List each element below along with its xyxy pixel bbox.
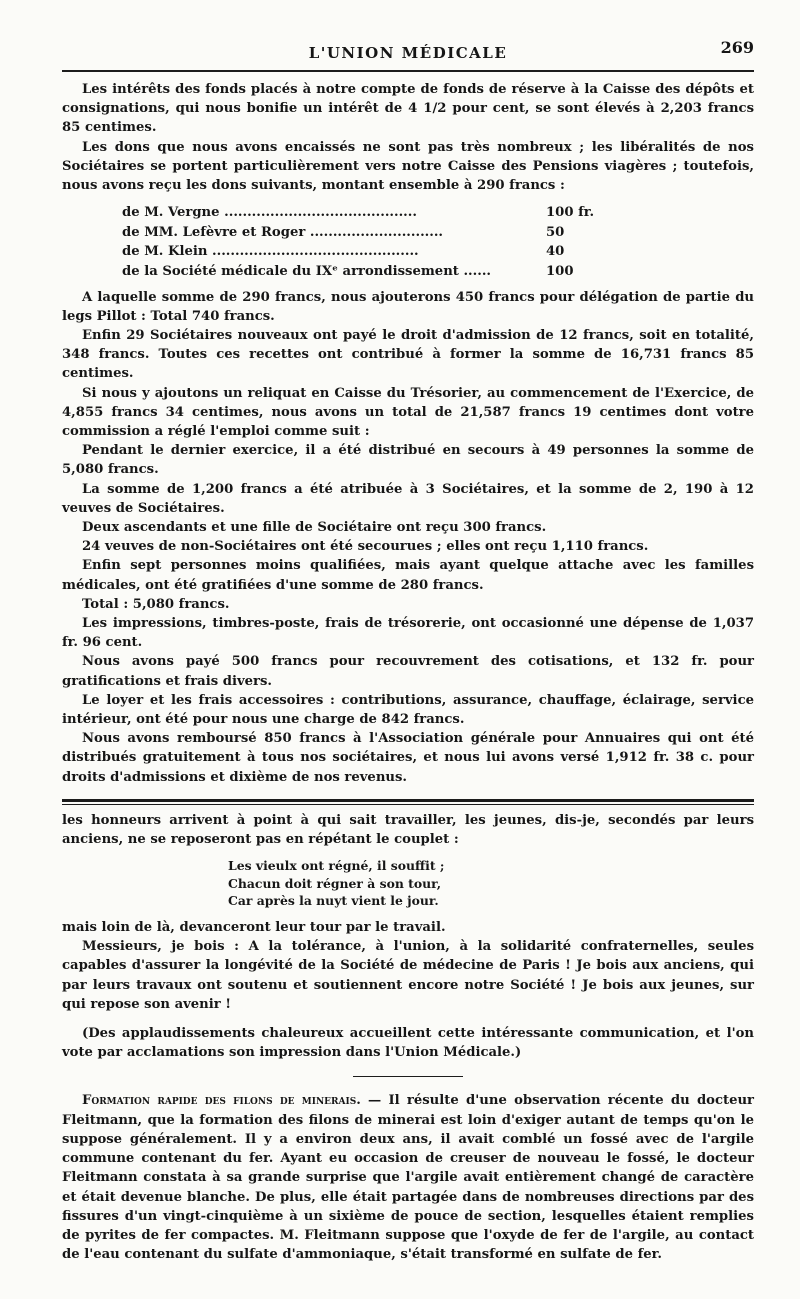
paragraph-widows: La somme de 1,200 francs a été atribuée à 3 Sociétaires, et la somme de 2, 190 à 12 veuves de Sociétaires. bbox=[62, 481, 754, 516]
paragraph-interest: Les intérêts des fonds placés à notre compte de fonds de réserve à la Caisse des dépôts et consignations, qui nous bonifie un intérêt de 4 1/2 pour cent, se sont élevés à 2,203 francs 85 centimes. bbox=[62, 82, 754, 136]
donor-amount: 100 bbox=[546, 264, 574, 279]
paragraph-new-members: Enfin 29 Sociétaires nouveaux ont payé le droit d'admission de 12 francs, soit en totalité, 348 francs. Toutes ces recettes ont contribué à former la somme de 16,731 francs 85 centimes. bbox=[62, 328, 754, 382]
header-rule bbox=[62, 70, 754, 72]
paragraph-filons bbox=[62, 1091, 754, 1264]
donor-row bbox=[122, 203, 754, 223]
donor-amount: 40 bbox=[546, 244, 565, 260]
spacer bbox=[62, 1014, 754, 1024]
donor-amount: 100 fr. bbox=[546, 205, 595, 221]
donor-row bbox=[122, 223, 754, 243]
verse-couplet bbox=[228, 857, 754, 910]
paragraph-donations: Les dons que nous avons encaissés ne sont pas très nombreux ; les libéralités de nos Sociétaires se portent particulièrement vers notre Caisse des Pensions viagères ; toutefois, nous avons reçu les dons suivants, montant ensemble à 290 francs : bbox=[62, 139, 754, 194]
donor-name: de la Société médicale du IXᵉ arrondissement ...... bbox=[122, 264, 492, 279]
paragraph-collection: Nous avons payé 500 francs pour recouvrement des cotisations, et 132 fr. pour gratifications et frais divers. bbox=[62, 654, 754, 689]
verse-line: Chacun doit régner à son tour, bbox=[228, 875, 442, 891]
paragraph-others: Enfin sept personnes moins qualifiées, mais ayant quelque attache avec les familles médicales, ont été gratifiées d'une somme de 280 francs. bbox=[62, 558, 754, 593]
paragraph-printing: Les impressions, timbres-poste, frais de trésorerie, ont occasionné une dépense de 1,037 fr. 96 cent. bbox=[62, 616, 754, 651]
verse-line: Car après la nuyt vient le jour. bbox=[228, 893, 439, 909]
paragraph-applause: (Des applaudissements chaleureux accueillent cette intéressante communication, et l'on vote par acclamations son impression dans l'Union Médicale.) bbox=[62, 1026, 754, 1061]
paragraph-total-amount: Total : 5,080 francs. bbox=[82, 596, 230, 612]
donor-amount: 50 bbox=[546, 224, 565, 240]
paragraph-total: Si nous y ajoutons un reliquat en Caisse du Trésorier, au commencement de l'Exercice, de 4,855 francs 34 centimes, nous avons un total de 21,587 francs 19 centimes dont votre commission a réglé l'emploi comme suit : bbox=[62, 385, 754, 440]
paragraph-honours: les honneurs arrivent à point à qui sait travailler, les jeunes, dis-je, secondés par leurs anciens, ne se reposeront pas en répétant le couplet : bbox=[62, 812, 754, 848]
journal-title: L'UNION MÉDICALE bbox=[308, 44, 508, 62]
article-text: — Il résulte d'une observation récente du docteur Fleitmann, que la formation des filons de minerai est loin d'exiger autant de temps qu'on le suppose généralement. Il y a environ deux ans, il avait comblé un fossé avec de l'argile commune contenant du fer. Ayant eu occasion de creuser de nouveau le fossé, le docteur Fleitmann constata à sa grande surprise que l'argile avait entièrement changé de caractère et était devenue blanche. De plus, elle était partagée dans de nombreuses directions par des fissures d'un vingt-cinquième à un sixième de pouce de section, lesquelles étaient remplies de pyrites de fer compactes. M. Fleitmann suppose que l'oxyde de fer de l'argile, au contact de l'eau contenant du sulfate d'ammoniaque, s'était transformé en sulfate de fer. bbox=[62, 1093, 755, 1263]
short-separator bbox=[353, 1076, 463, 1077]
article-heading: Formation rapide des filons de minerais. bbox=[82, 1093, 361, 1109]
donor-name: de M. Klein ............................................. bbox=[122, 244, 419, 260]
section-divider bbox=[62, 799, 754, 802]
verse-line: Les vieulx ont régné, il souffit ; bbox=[228, 858, 445, 874]
donor-name: de MM. Lefèvre et Roger ............................. bbox=[122, 224, 444, 240]
donor-list bbox=[122, 203, 754, 281]
paragraph-toast: Messieurs, je bois : A la tolérance, à l'union, à la solidarité confraternelles, seules capables d'assurer la longévité de la Société de médecine de Paris ! Je bois aux anciens, qui par leurs travaux ont soutenu et soutiennent encore notre Société ! Je bois aux jeunes, sur qui repose son avenir ! bbox=[62, 939, 754, 1012]
paragraph-ascendants: Deux ascendants et une fille de Sociétaire ont reçu 300 francs. bbox=[82, 520, 547, 536]
paragraph-distribution: Pendant le dernier exercice, il a été distribué en secours à 49 personnes la somme de 5,080 francs. bbox=[62, 443, 754, 478]
donor-row bbox=[122, 262, 754, 282]
page-header bbox=[62, 30, 754, 66]
paragraph-reimbursement: Nous avons remboursé 850 francs à l'Association générale pour Annuaires qui ont été distribués gratuitement à tous nos sociétaires, et nous lui avons versé 1,912 fr. 38 c. pour droits d'admissions et dixième de nos revenus. bbox=[62, 731, 754, 785]
section-divider-thin bbox=[62, 804, 754, 805]
paragraph-legs-pillot: A laquelle somme de 290 francs, nous ajouterons 450 francs pour délégation de partie du legs Pillot : Total 740 francs. bbox=[62, 289, 754, 324]
paragraph-rent: Le loyer et les frais accessoires : contributions, assurance, chauffage, éclairage, service intérieur, ont été pour nous une charge de 842 francs. bbox=[62, 692, 754, 728]
donor-row bbox=[122, 242, 754, 262]
paragraph-after-verse: mais loin de là, devanceront leur tour par le travail. bbox=[62, 920, 446, 936]
paragraph-non-members: 24 veuves de non-Sociétaires ont été secourues ; elles ont reçu 1,110 francs. bbox=[82, 539, 649, 555]
donor-name: de M. Vergne .......................................... bbox=[122, 205, 417, 221]
page-number: 269 bbox=[720, 38, 754, 57]
